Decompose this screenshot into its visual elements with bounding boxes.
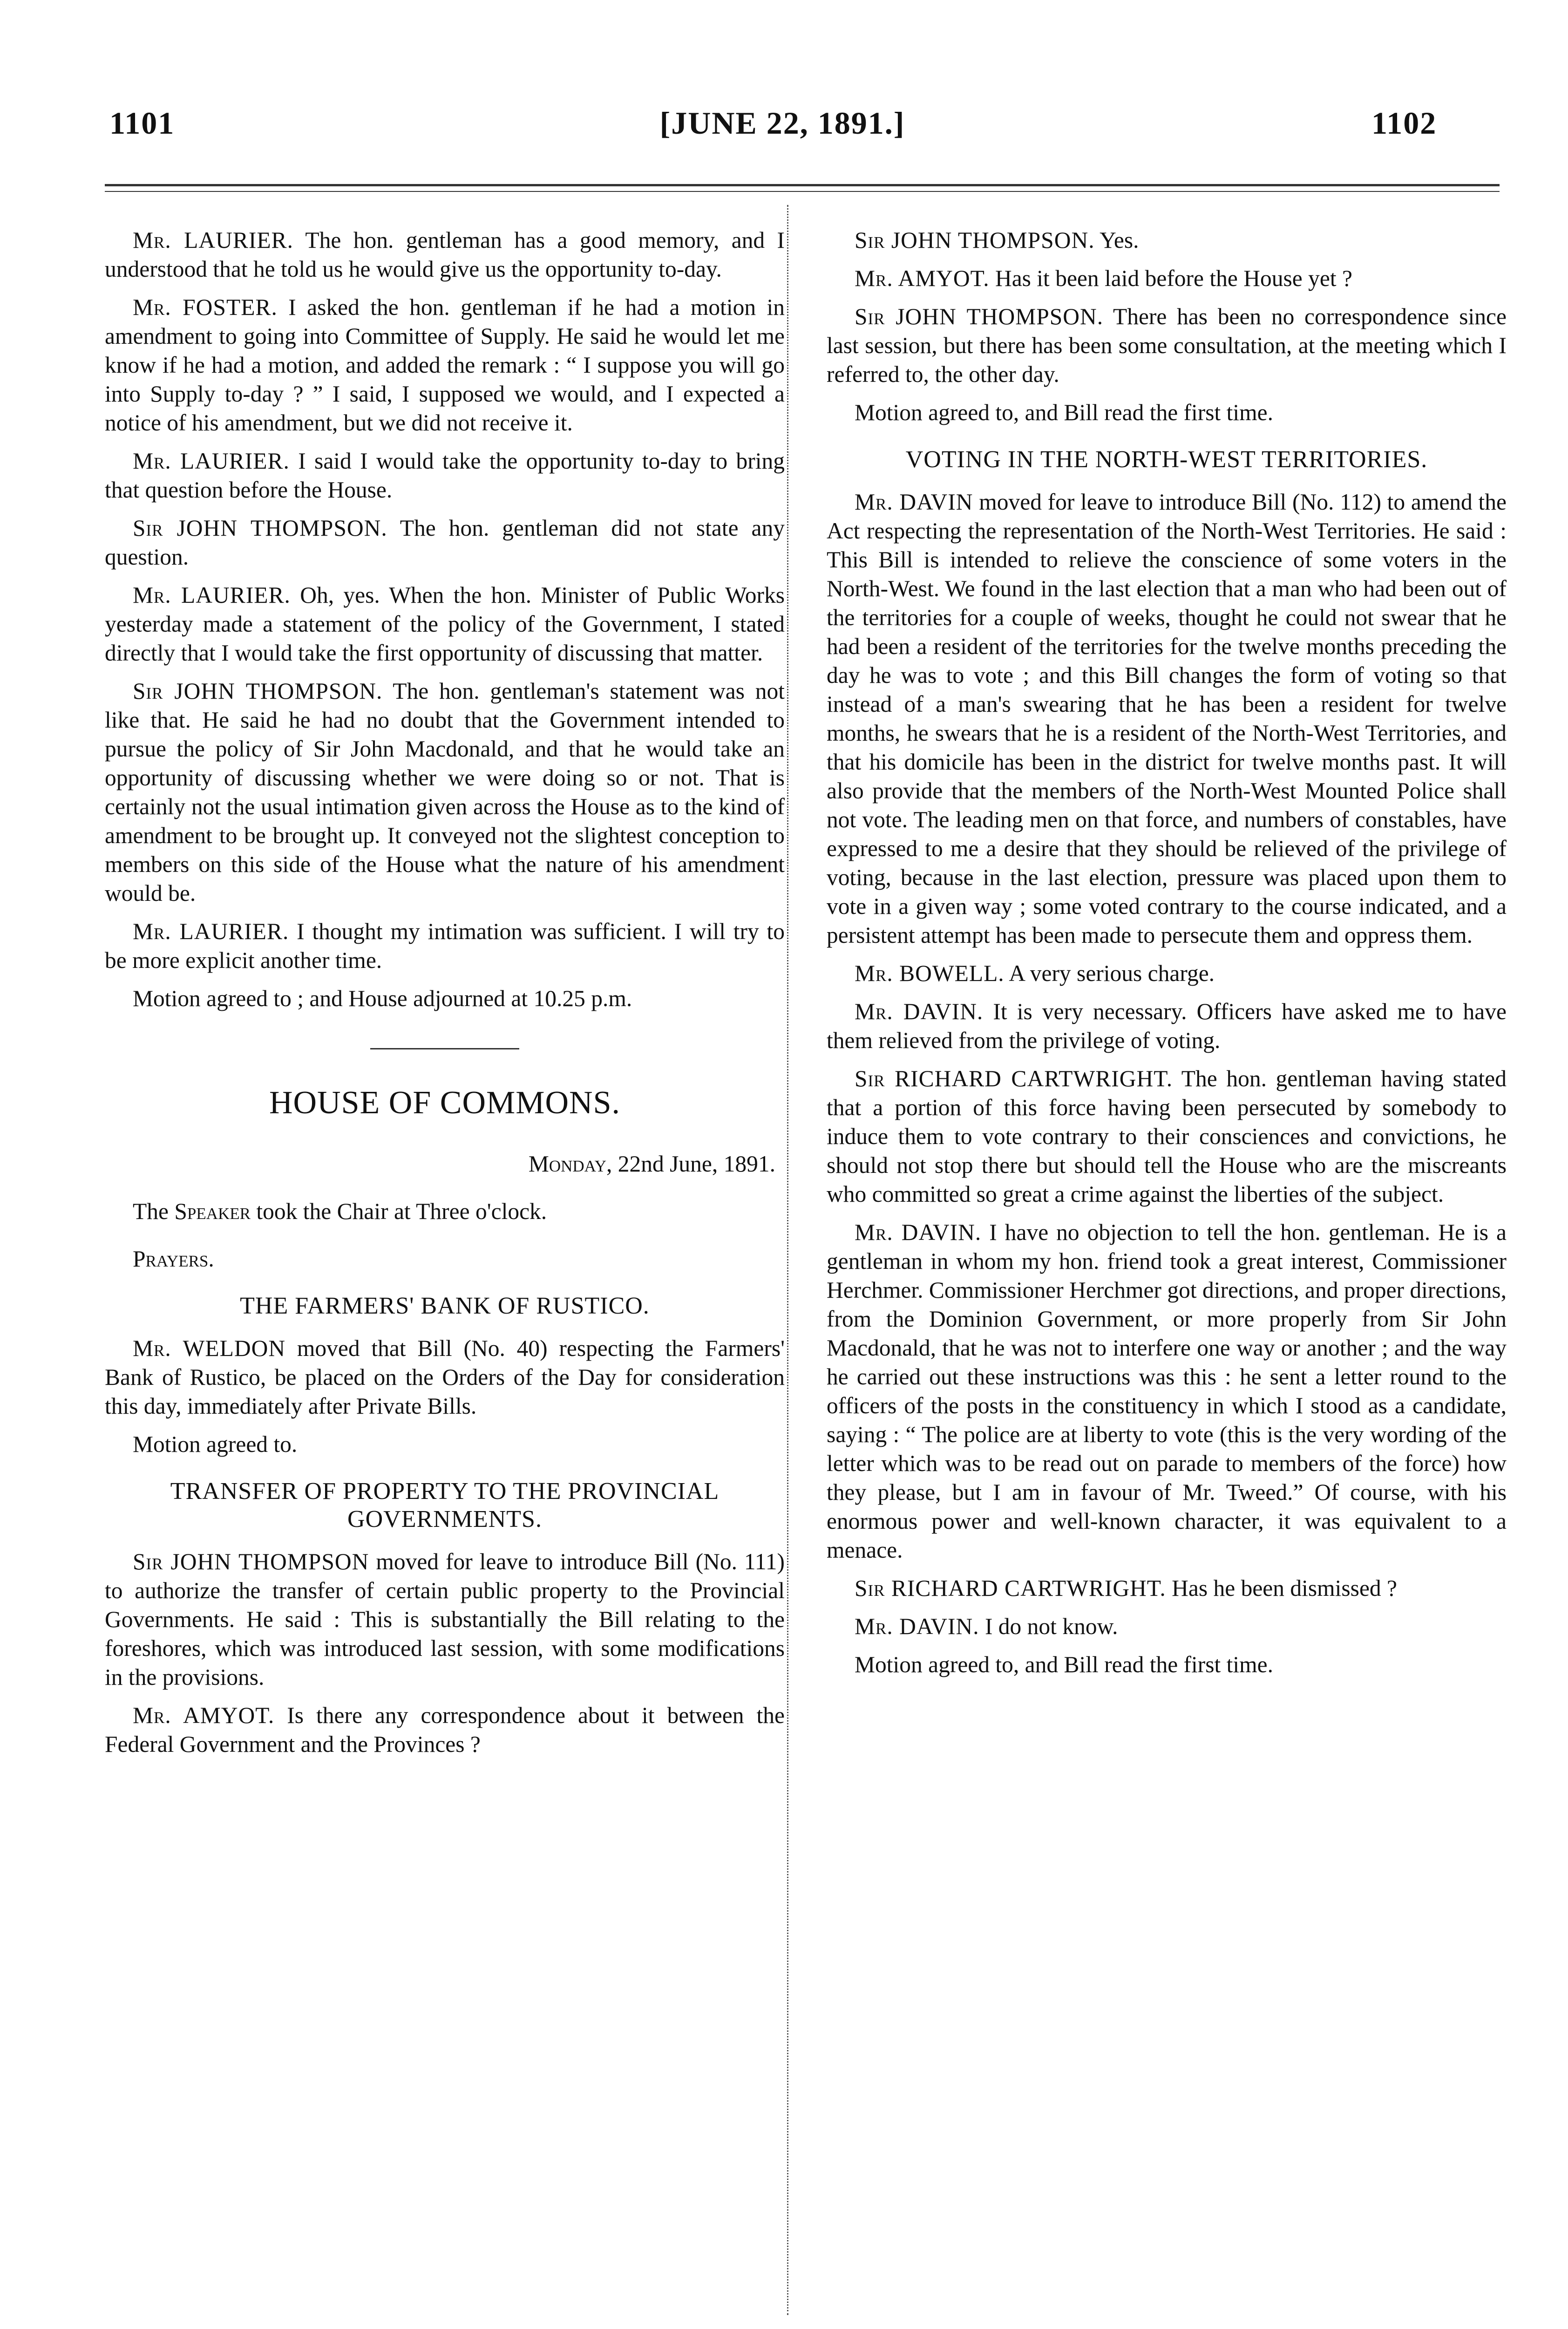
speech-text: Is there any correspondence about it between the Federal Government and the Provinces ? [105,1702,785,1757]
speaker-name: Mr. AMYOT. [133,1702,275,1728]
paragraph [827,1574,1507,1603]
speaker-name: Sir JOHN THOMPSON [133,1549,369,1574]
paragraph [105,1701,785,1759]
speaker-name: Mr. LAURIER. [133,582,291,608]
speech-text: Has he been dismissed ? [1166,1575,1398,1601]
speech-text: The hon. gentleman's statement was not like that. He said he had no doubt that the Government intended to pursue the policy of Sir John Macdonald, and that he would take an opportunity of discussing whether we were doing so or not. That is certainly not the usual intimation given across the House as to the kind of amendment to be brought up. It conveyed not the slightest conception to members on this side of the House what the nature of his amendment would be. [105,678,785,906]
speaker-name: Mr. DAVIN. [855,999,984,1024]
speaker-name: Mr. WELDON [133,1335,286,1361]
motion-note: Motion agreed to. [133,1431,298,1457]
paragraph [827,1612,1507,1641]
sitting-date [105,1150,775,1178]
speaker-name: Mr. DAVIN. [855,1614,979,1639]
speaker-name: Mr. DAVIN [855,489,973,515]
speech-text: A very serious charge. [1004,960,1215,986]
speaker-name: Mr. FOSTER. [133,294,278,320]
speech-text: The hon. gentleman did not state any question. [105,515,785,570]
speech-text: I said I would take the opportunity to-day to bring that question before the House. [105,448,785,503]
speaker-title: Speaker [174,1199,251,1224]
paragraph [105,581,785,667]
paragraph [105,1547,785,1692]
header-rule-thick [105,184,1500,186]
speaker-name: Sir RICHARD CARTWRIGHT. [855,1066,1173,1091]
paragraph [105,514,785,572]
paragraph [105,226,785,284]
paragraph [827,1064,1507,1209]
paragraph [827,1218,1507,1565]
speech-text: I do not know. [979,1614,1118,1639]
paragraph [827,959,1507,988]
speaker-name: Mr. LAURIER. [133,448,290,474]
house-title: HOUSE OF COMMONS. [269,1085,621,1121]
speech-text: I asked the hon. gentleman if he had a motion in amendment to going into Committee of Supply. He said he would let me know if he had a motion, and added the remark : “ I suppose you will go into Supply to-day ? ” I said, I supposed we would, and I expected a notice of his amendment, but we did not receive it. [105,294,785,436]
speech-text: Yes. [1094,227,1139,253]
speaker-name: Sir RICHARD CARTWRIGHT. [855,1575,1166,1601]
section-title: TRANSFER OF PROPERTY TO THE PROVINCIAL GOVERNMENTS. [170,1478,720,1532]
paragraph [105,447,785,504]
paragraph [105,677,785,908]
speech-text: moved for leave to introduce Bill (No. 112) to amend the Act respecting the representation of the North-West Territories. He said : This Bill is intended to relieve the conscience of some voters in the North-West. We found in the last election that a man who had been out of the territories for a couple of weeks, thought he could not swear that he had been a resident of the territories for the twelve months preceding the day he was to vote ; and this Bill changes the form of voting so that instead of a man's swearing that he has been a resident for twelve months, he swears that he is a resident of the North-West Territories, and that his domicile has been in the district for twelve months past. It will also provide that the members of the North-West Mounted Police shall not vote. The leading men on that force, and numbers of constables, have expressed to me a desire that they should be relieved of the privilege of voting, because in the last election, pressure was placed upon them to vote in a given way ; some voted contrary to the course indicated, and a persistent attempt has been made to persecute them and oppress them. [827,489,1507,948]
paragraph [105,917,785,975]
adjournment-note: Motion agreed to ; and House adjourned at 10.25 p.m. [133,986,632,1011]
paragraph [827,264,1507,293]
speech-text: I thought my intimation was sufficient. I will try to be more explicit another time. [105,919,785,973]
speech-text: Has it been laid before the House yet ? [989,266,1352,291]
paragraph [827,302,1507,389]
left-column [105,226,785,1768]
speaker-name: Sir JOHN THOMPSON. [855,304,1104,329]
speech-text: moved that Bill (No. 40) respecting the Farmers' Bank of Rustico, be placed on the Orders of the Day for consideration this day, immediately after Private Bills. [105,1335,785,1419]
date-rest: , 22nd June, 1891. [606,1151,775,1177]
motion-note: Motion agreed to, and Bill read the first time. [855,1652,1274,1677]
speech-text: There has been no correspondence since last session, but there has been some consultation, at the meeting which I referred to, the other day. [827,304,1507,387]
speech-text: moved for leave to introduce Bill (No. 111) to authorize the transfer of certain public property to the Provincial Governments. He said : This is substantially the Bill relating to the foreshores, which was introduced last session, with some modifications in the provisions. [105,1549,785,1690]
speaker-chair-note: The Speaker took the Chair at Three o'clock. [133,1199,547,1224]
speech-text: Oh, yes. When the hon. Minister of Public Works yesterday made a statement of the policy of the Government, I stated directly that I would take the first opportunity of discussing that matter. [105,582,785,666]
speaker-name: Mr. LAURIER. [133,919,289,944]
speech-text: The hon. gentleman having stated that a portion of this force having been persecuted by somebody to induce them to vote contrary to their consciences and convictions, he should not stop there but should tell the House who are the miscreants who committed so great a crime against the liberties of the subject. [827,1066,1507,1207]
section-title: THE FARMERS' BANK OF RUSTICO. [240,1293,650,1319]
section-title: VOTING IN THE NORTH-WEST TERRITORIES. [905,446,1428,473]
right-column [827,226,1507,1689]
page-number-right: 1102 [1371,105,1437,141]
speech-text: The hon. gentleman has a good memory, and I understood that he told us he would give us the opportunity to-day. [105,227,785,282]
prayers-heading: Prayers. [133,1246,214,1272]
paragraph [827,488,1507,950]
column-divider [787,205,788,2315]
section-rule [370,1048,519,1049]
paragraph [827,997,1507,1055]
speaker-name: Sir JOHN THOMPSON. [855,227,1095,253]
page-number-left: 1101 [109,105,175,141]
speech-text: I have no objection to tell the hon. gentleman. He is a gentleman in whom my hon. friend took a great interest, Commissioner Herchmer. Commissioner Herchmer got directions, and proper directions, from the Dominion Government, or more properly from Sir John Macdonald, that he was not to interfere one way or another ; and the way he carried out these instructions was this : he sent a letter round to the officers of the posts in the constituency in which I stood as a candidate, saying : “ The police are at liberty to vote (this is the very wording of the letter which was to be read out on parade to members of the force) how they please, but I am in favour of Mr. Tweed.” Of course, with his enormous power and well-known character, it was equivalent to a menace. [827,1219,1507,1563]
motion-note: Motion agreed to, and Bill read the first time. [855,400,1274,425]
speaker-name: Mr. LAURIER. [133,227,293,253]
speech-text: It is very necessary. Officers have asked me to have them relieved from the privilege of voting. [827,999,1507,1053]
speaker-name: Mr. BOWELL. [855,960,1005,986]
page-date-header: [JUNE 22, 1891.] [659,105,905,141]
date-day: Monday [528,1151,607,1177]
speaker-name: Sir JOHN THOMPSON. [133,515,387,541]
speaker-name: Sir JOHN THOMPSON. [133,678,383,704]
speaker-name: Mr. DAVIN. [855,1219,982,1245]
paragraph [105,293,785,437]
speaker-name: Mr. AMYOT. [855,266,990,291]
header-rule-thin [105,191,1500,192]
paragraph [105,1334,785,1421]
paragraph [827,226,1507,255]
